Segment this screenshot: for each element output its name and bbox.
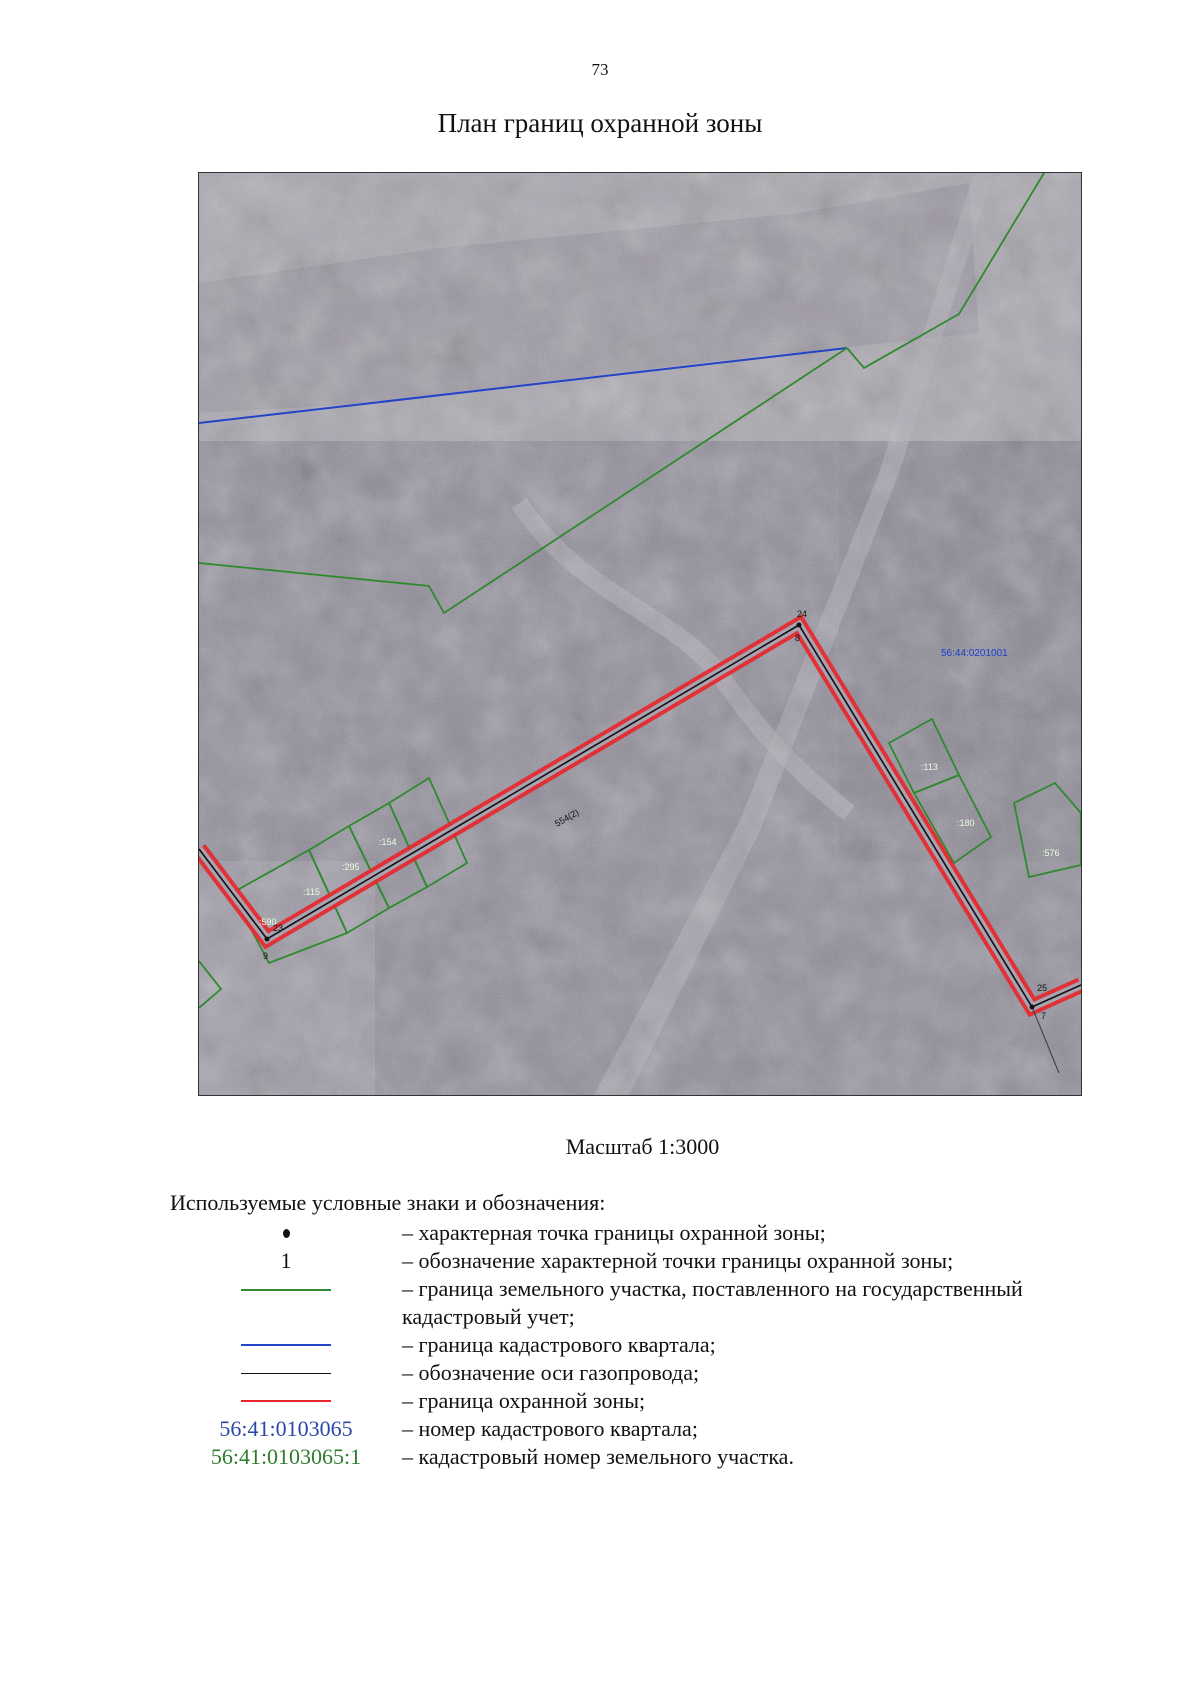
legend-text: – кадастровый номер земельного участка. — [402, 1444, 794, 1469]
map-point-label: 24 — [797, 609, 808, 619]
legend-text: – обозначение оси газопровода; — [402, 1360, 700, 1385]
page-number: 73 — [591, 60, 609, 79]
map-point-label: 7 — [1041, 1011, 1047, 1021]
legend-text: – граница охранной зоны; — [402, 1388, 646, 1413]
map-quarter-code: 56:44:0201001 — [941, 648, 1008, 659]
legend-row-point — [170, 1219, 1130, 1247]
map-frame[interactable] — [198, 172, 1082, 1096]
map-parcel-label: :180 — [957, 818, 975, 828]
legend-row-point-number — [170, 1247, 1130, 1275]
blue-line-icon — [241, 1344, 331, 1346]
map-parcel-label: :295 — [342, 862, 360, 872]
black-line-icon — [241, 1373, 331, 1374]
legend-text: – граница кадастрового квартала; — [402, 1332, 716, 1357]
red-line-icon — [241, 1400, 331, 1402]
legend-symbol-line — [170, 1331, 402, 1359]
legend-symbol-number: 1 — [280, 1248, 292, 1273]
legend-title: Используемые условные знаки и обозначения: — [170, 1190, 606, 1215]
map-point-label: 25 — [1037, 983, 1048, 993]
map-canvas[interactable] — [199, 173, 1081, 1095]
legend-text: – характерная точка границы охранной зоны; — [402, 1220, 826, 1245]
legend-symbol-line — [170, 1359, 402, 1387]
map-parcel-label: :154 — [379, 837, 397, 847]
map-grain-texture — [199, 173, 1081, 1095]
legend-row-parcel-boundary — [170, 1275, 1130, 1331]
map-point-label: 8 — [795, 633, 801, 643]
legend-row-parcel-code — [170, 1443, 1130, 1471]
map-parcel-label: :576 — [1042, 848, 1060, 858]
legend-row-pipeline-axis — [170, 1359, 1130, 1387]
legend-symbol-code: 56:41:0103065 — [219, 1416, 353, 1441]
legend-row-quarter-boundary — [170, 1331, 1130, 1359]
legend-row-quarter-code — [170, 1415, 1130, 1443]
legend-text: – граница земельного участка, поставленного на государственный кадастровый учет; — [402, 1276, 1023, 1329]
map-pipeline-label: 554(2) — [553, 807, 581, 829]
map-point-label: 9 — [263, 951, 269, 961]
legend — [170, 1219, 1130, 1471]
point-dot-icon — [283, 1229, 290, 1238]
legend-symbol-dot — [170, 1219, 402, 1247]
legend-row-zone-boundary — [170, 1387, 1130, 1415]
legend-symbol-code: 56:41:0103065:1 — [210, 1444, 362, 1469]
page-title: План границ охранной зоны — [437, 108, 763, 138]
map-parcel-label: :590 — [259, 917, 277, 927]
map-parcel-label: :113 — [921, 762, 938, 772]
legend-symbol-line — [170, 1275, 402, 1303]
map-scale: Масштаб 1:3000 — [565, 1134, 720, 1159]
legend-text: – номер кадастрового квартала; — [402, 1416, 698, 1441]
legend-text: – обозначение характерной точки границы охранной зоны; — [402, 1248, 954, 1273]
legend-symbol-line — [170, 1387, 402, 1415]
map-parcel-label: :115 — [303, 887, 320, 897]
map-point-label: 23 — [273, 923, 284, 933]
green-line-icon — [241, 1289, 331, 1291]
